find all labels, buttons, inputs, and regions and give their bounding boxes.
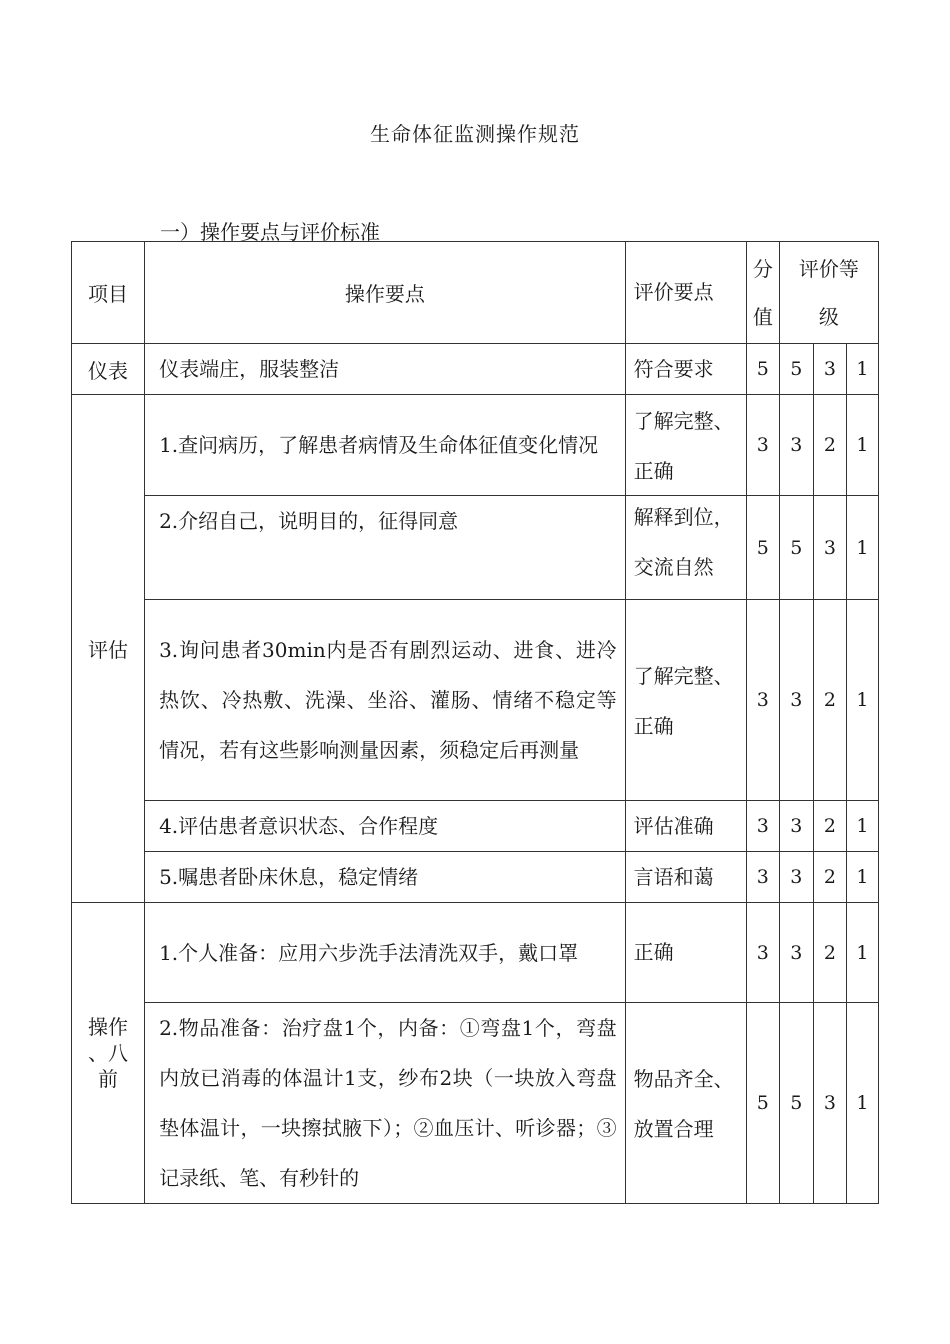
row-score: 3 — [746, 600, 779, 801]
section-heading: 一）操作要点与评价标准 — [160, 220, 380, 244]
row-grade-b: 2 — [813, 395, 846, 496]
row-grade-c: 1 — [846, 1003, 878, 1204]
header-grade-line2: 级 — [818, 304, 839, 329]
header-key-points: 操作要点 — [145, 242, 626, 344]
row-key-points: 1.个人准备：应用六步洗手法清洗双手，戴口罩 — [145, 903, 626, 1003]
row-score: 5 — [746, 496, 779, 600]
header-grade-line1: 评价等 — [798, 256, 859, 281]
table-header-row — [72, 242, 879, 344]
row-grade-c: 1 — [846, 852, 878, 903]
row-grade-b: 2 — [813, 903, 846, 1003]
row-key-points: 2.介绍自己，说明目的，征得同意 — [145, 496, 626, 600]
row-key-points: 1.查问病历，了解患者病情及生命体征值变化情况 — [145, 395, 626, 496]
criteria-line: 言语和蔼 — [633, 864, 714, 889]
row-criteria — [625, 395, 746, 496]
item-line: 操作 — [88, 1015, 129, 1039]
row-key-points: 仪表端庄，服装整洁 — [145, 344, 626, 395]
criteria-line: 评估准确 — [633, 813, 714, 838]
row-score: 5 — [746, 344, 779, 395]
row-criteria — [625, 344, 746, 395]
table-row — [72, 395, 879, 496]
header-item: 项目 — [72, 242, 145, 344]
criteria-line: 交流自然 — [633, 555, 714, 579]
header-score-line1: 分 — [752, 256, 773, 281]
row-criteria — [625, 1003, 746, 1204]
row-score: 3 — [746, 852, 779, 903]
document-title: 生命体征监测操作规范 — [370, 122, 580, 146]
row-grade-c: 1 — [846, 395, 878, 496]
row-grade-a: 5 — [779, 496, 813, 600]
row-criteria — [625, 852, 746, 903]
row-grade-c: 1 — [846, 496, 878, 600]
criteria-line: 正确 — [633, 713, 674, 738]
row-criteria — [625, 496, 746, 600]
row-item-group: 评估 — [72, 395, 145, 903]
criteria-line: 符合要求 — [633, 356, 714, 381]
row-grade-c: 1 — [846, 801, 878, 852]
item-line: 、八 — [88, 1041, 129, 1065]
table-row — [72, 496, 879, 600]
row-score: 5 — [746, 1003, 779, 1204]
row-grade-b: 2 — [813, 801, 846, 852]
header-score — [746, 242, 779, 344]
row-grade-a: 3 — [779, 903, 813, 1003]
row-key-points: 4.评估患者意识状态、合作程度 — [145, 801, 626, 852]
table-row — [72, 801, 879, 852]
criteria-line: 解释到位， — [633, 505, 734, 529]
table-row — [72, 903, 879, 1003]
row-grade-a: 5 — [779, 344, 813, 395]
table-row — [72, 600, 879, 801]
table-row — [72, 852, 879, 903]
header-grade — [779, 242, 878, 344]
table-row — [72, 1003, 879, 1204]
row-criteria — [625, 600, 746, 801]
row-grade-b: 3 — [813, 496, 846, 600]
row-key-points: 5.嘱患者卧床休息，稳定情绪 — [145, 852, 626, 903]
criteria-line: 放置合理 — [633, 1116, 714, 1141]
row-key-points: 3.询问患者30min内是否有剧烈运动、进食、进冷热饮、冷热敷、洗澡、坐浴、灌肠、情绪不稳定等情况，若有这些影响测量因素，须稳定后再测量 — [145, 600, 626, 801]
row-grade-a: 3 — [779, 852, 813, 903]
row-grade-c: 1 — [846, 344, 878, 395]
row-grade-c: 1 — [846, 903, 878, 1003]
row-grade-c: 1 — [846, 600, 878, 801]
row-score: 3 — [746, 903, 779, 1003]
item-line: 前 — [98, 1067, 119, 1091]
table-row — [72, 344, 879, 395]
row-key-points — [145, 1003, 626, 1204]
header-criteria: 评价要点 — [625, 242, 746, 344]
row-item: 仪表 — [72, 344, 145, 395]
row-item-group — [72, 903, 145, 1204]
row-score: 3 — [746, 801, 779, 852]
row-grade-a: 5 — [779, 1003, 813, 1204]
row-grade-a: 3 — [779, 395, 813, 496]
row-grade-b: 2 — [813, 852, 846, 903]
criteria-line: 了解完整、 — [633, 408, 734, 433]
row-score: 3 — [746, 395, 779, 496]
row-grade-b: 3 — [813, 1003, 846, 1204]
criteria-line: 物品齐全、 — [633, 1066, 734, 1091]
header-score-line2: 值 — [752, 304, 773, 329]
row-criteria — [625, 903, 746, 1003]
row-criteria — [625, 801, 746, 852]
row-grade-b: 2 — [813, 600, 846, 801]
evaluation-table — [71, 241, 879, 1204]
criteria-line: 正确 — [633, 940, 674, 964]
criteria-line: 正确 — [633, 458, 674, 483]
criteria-line: 了解完整、 — [633, 663, 734, 688]
key-points-text: 2.物品准备：治疗盘1个，内备：①弯盘1个，弯盘内放已消毒的体温计1支，纱布2块（一块放入弯盘垫体温计，一块擦拭腋下）；②血压计、听诊器；③记录纸、笔、有秒针的 — [159, 1016, 617, 1190]
row-grade-a: 3 — [779, 801, 813, 852]
row-grade-a: 3 — [779, 600, 813, 801]
row-grade-b: 3 — [813, 344, 846, 395]
